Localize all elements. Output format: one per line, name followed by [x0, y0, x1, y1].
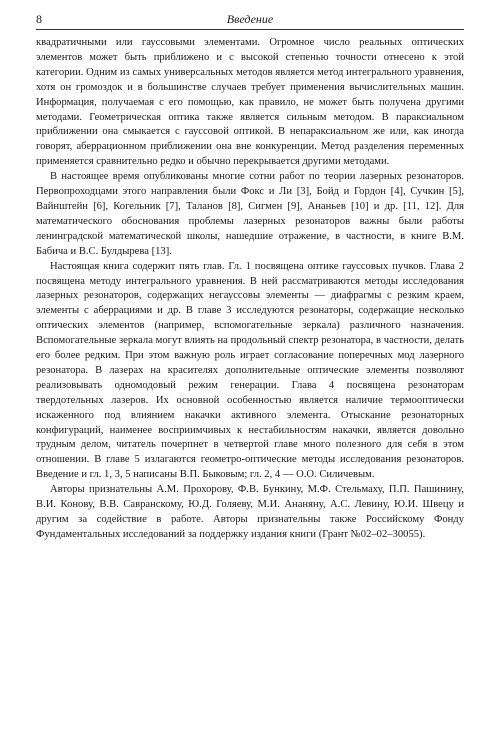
paragraph-continuation: квадратичными или гауссовыми элементами. Огромное число реальных оптических элементов может быть приближено и с высокой степенью точности отнесено к этой категории. Одним из самых универсальных методов является метод интегрального уравнения, хотя он громоздок и в большинстве случаев требует применения вычислительных машин. Информация, получаемая с его помощью, как правило, не может быть получена другими методами. Геометрическая оптика также является сильным методом. В параксиальном приближении она смыкается с гауссовой оптикой. В непараксиальном же или, как иногда говорят, аберрационном приближении она вне конкуренции. Метод разделения переменных применяется сравнительно редко и обычно перекрывается другими методами. — [36, 37, 464, 168]
paragraph-publications: В настоящее время опубликованы многие сотни работ по теории лазерных резонаторов. Первопроходцами этого направления были Фокс и Ли [3], Бойд и Гордон [4], Сучкин [5], Вайнштейн [6], Когельник [7], Таланов [8], Сигмен [9], Ананьев [10] и др. [11, 12]. Для математического обоснования проблемы лазерных резонаторов важны были работы ленинградской математической школы, нашедшие отражение, в частности, в книге В.М. Бабича и В.С. Булдырева [13]. — [36, 171, 464, 257]
header-rule — [36, 29, 464, 30]
paragraph-book-contents: Настоящая книга содержит пять глав. Гл. 1 посвящена оптике гауссовых пучков. Глава 2 посвящена методу интегрального уравнения. В ней рассматриваются методы исследования лазерных резонаторов, содержащих негауссовы элементы — диафрагмы с резким краем, элементы с аберрациями и др. В главе 3 исследуются резонаторы, содержащие несколько оптических элементов (например, вспомогательные зеркала) различного назначения. Вспомогательные зеркала могут влиять на продольный спектр резонатора, в частности, делать его более редким. При этом важную роль играет согласование поперечных мод лазерного резонатора. В лазерах на красителях дополнительные оптические элементы позволяют реализовывать одномодовый режим генерации. Глава 4 посвящена резонаторам твердотельных лазеров. Их основной особенностью является наличие термооптически искаженного под влиянием накачки активного элемента. Отыскание резонаторных конфигураций, наименее восприимчивых к нестабильностям накачки, является довольно трудным делом, читатель почерпнет в четвертой главе много полезного для себя в этом отношении. В главе 5 излагаются геометро-оптические методы исследования резонаторов. Введение и гл. 1, 3, 5 написаны В.П. Быковым; гл. 2, 4 — О.О. Силичевым. — [36, 260, 464, 481]
page-number: 8 — [36, 12, 42, 26]
running-title: Введение — [226, 12, 274, 26]
running-head — [36, 8, 464, 30]
body-text — [36, 36, 464, 543]
paragraph-acknowledgements: Авторы признательны А.М. Прохорову, Ф.В. Бункину, М.Ф. Стельмаху, П.П. Пашинину, В.И. Конову, В.В. Савранскому, Ю.Д. Голяеву, М.И. Ананяну, А.С. Левину, Ю.И. Швецу и другим за содействие в работе. Авторы признательны также Российскому Фонду Фундаментальных исследований за поддержку издания книги (Грант №02–02–30055). — [36, 484, 464, 540]
